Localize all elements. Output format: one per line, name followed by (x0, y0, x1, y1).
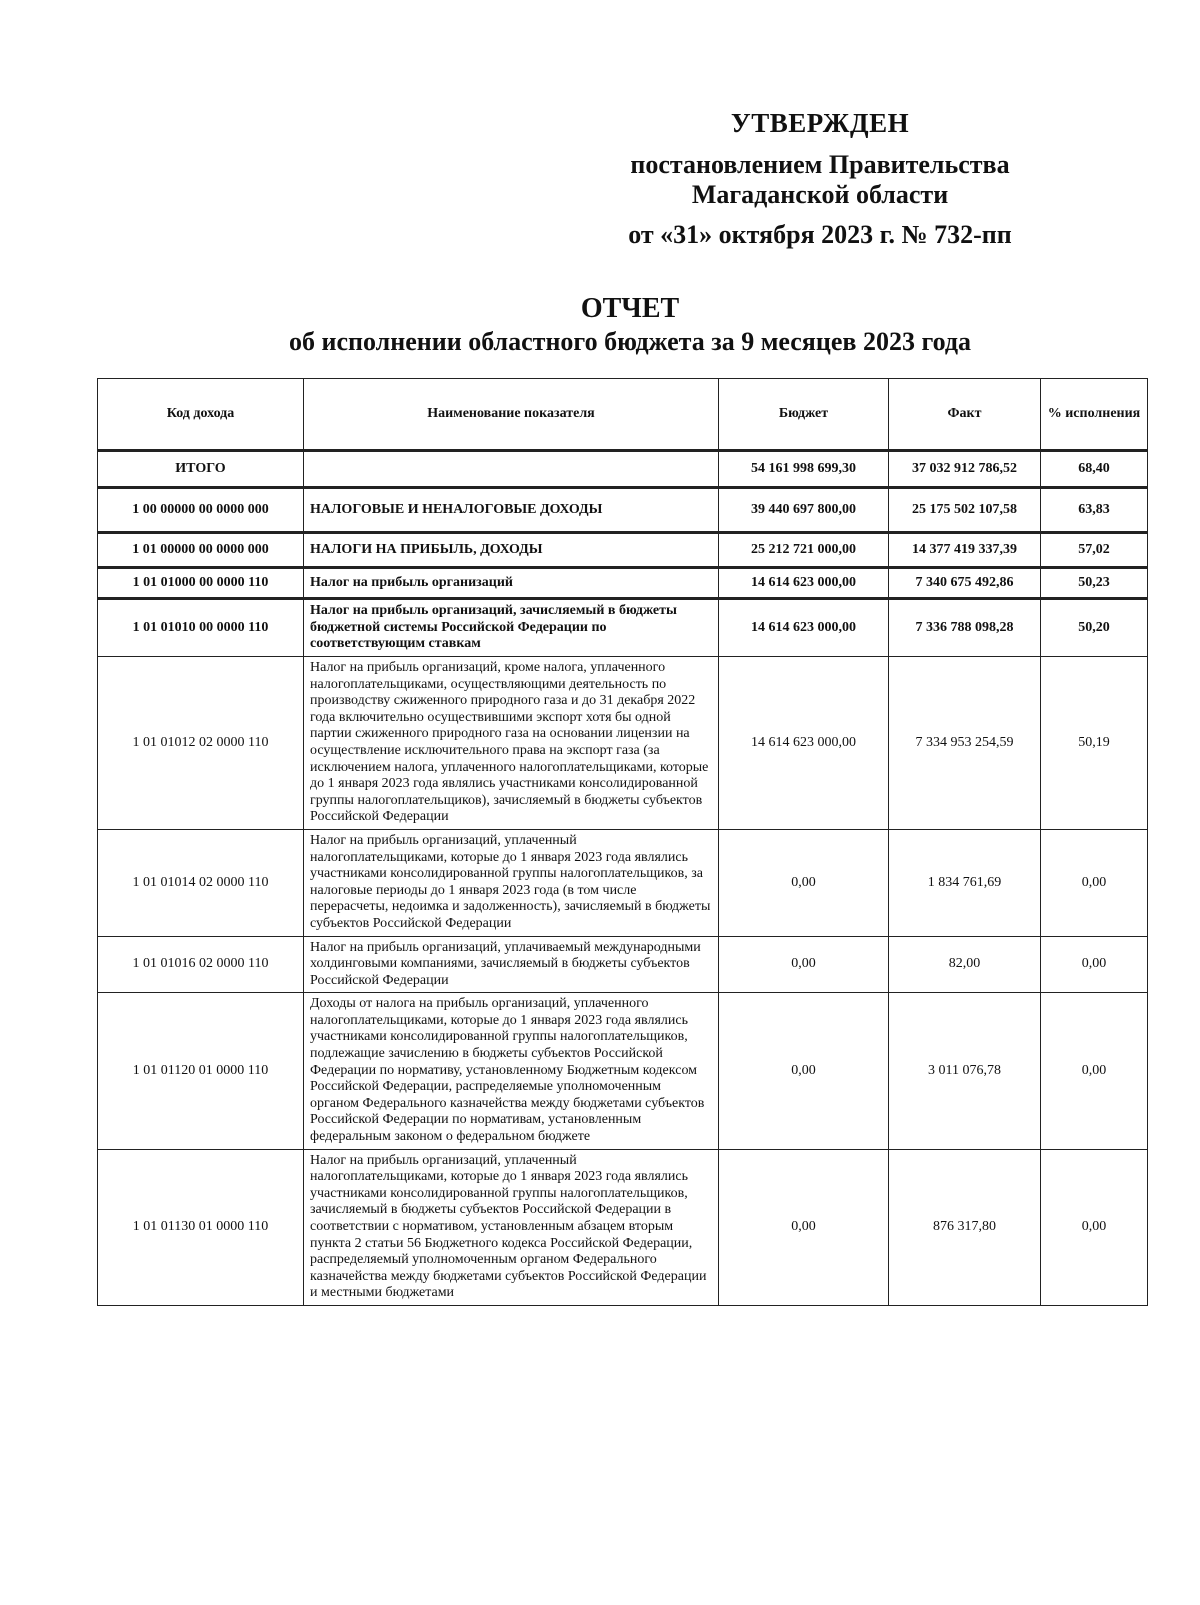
table-row (98, 599, 1148, 657)
approval-date: от «31» октября 2023 г. № 732-пп (628, 220, 1012, 249)
cell-budget: 0,00 (719, 993, 889, 1149)
table-row (98, 936, 1148, 993)
cell-code: 1 01 01012 02 0000 110 (98, 657, 304, 830)
header-name: Наименование показателя (304, 379, 719, 451)
cell-name: Доходы от налога на прибыль организаций, уплаченного налогоплательщиками, которые до 1 января 2023 года являлись участниками консолидированной группы налогоплательщиков, подлежащие зачислению в бюджеты субъектов Российской Федерации по нормативу, установленному Бюджетным кодексом Российской Федерации, распределяемые уполномоченным органом Федерального казначейства между бюджетами субъектов Российской Федерации по нормативам, установленным федеральным законом о федеральном бюджете (304, 993, 719, 1149)
cell-budget: 0,00 (719, 1149, 889, 1305)
cell-fact: 82,00 (889, 936, 1041, 993)
cell-name: Налог на прибыль организаций, уплаченный налогоплательщиками, которые до 1 января 2023 года являлись участниками консолидированной группы налогоплательщиков, зачисляемый в бюджеты субъектов Российской Федерации в соответствии с нормативом, установленным абзацем вторым пункта 2 статьи 56 Бюджетного кодекса Российской Федерации, распределяемый уполномоченным органом Федерального казначейства между бюджетами субъектов Российской Федерации и местными бюджетами (304, 1149, 719, 1305)
cell-code: ИТОГО (98, 451, 304, 488)
table-row (98, 451, 1148, 488)
cell-percent: 0,00 (1041, 1149, 1148, 1305)
table-header-row (98, 379, 1148, 451)
cell-fact: 7 340 675 492,86 (889, 568, 1041, 599)
cell-name: Налог на прибыль организаций, кроме налога, уплаченного налогоплательщиками, осуществляющими деятельность по производству сжиженного природного газа и до 31 декабря 2022 года включительно осуществившими экспорт хотя бы одной партии сжиженного природного газа на основании лицензии на осуществление исключительного права на экспорт газа (за исключением налога, уплаченного налогоплательщиками, которые до 1 января 2023 года являлись участниками консолидированной группы налогоплательщиков), зачисляемый в бюджеты субъектов Российской Федерации (304, 657, 719, 830)
cell-fact: 7 336 788 098,28 (889, 599, 1041, 657)
cell-name: Налог на прибыль организаций, уплачиваемый международными холдинговыми компаниями, зачисляемый в бюджеты субъектов Российской Федерации (304, 936, 719, 993)
cell-budget: 14 614 623 000,00 (719, 568, 889, 599)
cell-name: НАЛОГИ НА ПРИБЫЛЬ, ДОХОДЫ (304, 533, 719, 568)
cell-budget: 0,00 (719, 829, 889, 936)
cell-percent: 0,00 (1041, 829, 1148, 936)
header-code: Код дохода (98, 379, 304, 451)
header-budget: Бюджет (719, 379, 889, 451)
cell-fact: 3 011 076,78 (889, 993, 1041, 1149)
table-row (98, 1149, 1148, 1305)
approval-line-2: Магаданской области (691, 180, 949, 209)
cell-name: Налог на прибыль организаций, зачисляемый в бюджеты бюджетной системы Российской Федерации по соответствующим ставкам (304, 599, 719, 657)
cell-percent: 50,19 (1041, 657, 1148, 830)
report-title: ОТЧЕТ (580, 293, 680, 324)
table-row (98, 993, 1148, 1149)
cell-budget: 54 161 998 699,30 (719, 451, 889, 488)
cell-budget: 0,00 (719, 936, 889, 993)
cell-name: НАЛОГОВЫЕ И НЕНАЛОГОВЫЕ ДОХОДЫ (304, 488, 719, 533)
cell-fact: 1 834 761,69 (889, 829, 1041, 936)
budget-table (97, 378, 1148, 1306)
cell-code: 1 01 01120 01 0000 110 (98, 993, 304, 1149)
table-row (98, 657, 1148, 830)
table-row (98, 568, 1148, 599)
cell-name: Налог на прибыль организаций, уплаченный налогоплательщиками, которые до 1 января 2023 года являлись участниками консолидированной группы налогоплательщиков, за налоговые периоды до 1 января 2023 года (в том числе перерасчеты, недоимка и задолженность), зачисляемый в бюджеты субъектов Российской Федерации (304, 829, 719, 936)
cell-code: 1 01 01000 00 0000 110 (98, 568, 304, 599)
approval-title: УТВЕРЖДЕН (730, 108, 910, 138)
table-row (98, 488, 1148, 533)
cell-budget: 39 440 697 800,00 (719, 488, 889, 533)
cell-percent: 50,20 (1041, 599, 1148, 657)
cell-code: 1 01 01014 02 0000 110 (98, 829, 304, 936)
cell-percent: 50,23 (1041, 568, 1148, 599)
cell-percent: 68,40 (1041, 451, 1148, 488)
cell-percent: 63,83 (1041, 488, 1148, 533)
cell-code: 1 01 01016 02 0000 110 (98, 936, 304, 993)
cell-budget: 14 614 623 000,00 (719, 599, 889, 657)
approval-line-1: постановлением Правительства (630, 150, 1010, 179)
cell-name: Налог на прибыль организаций (304, 568, 719, 599)
cell-fact: 7 334 953 254,59 (889, 657, 1041, 830)
cell-percent: 0,00 (1041, 993, 1148, 1149)
cell-name (304, 451, 719, 488)
cell-code: 1 01 01010 00 0000 110 (98, 599, 304, 657)
table-row (98, 533, 1148, 568)
cell-fact: 37 032 912 786,52 (889, 451, 1041, 488)
header-percent: % исполнения (1041, 379, 1148, 451)
cell-code: 1 01 01130 01 0000 110 (98, 1149, 304, 1305)
cell-code: 1 00 00000 00 0000 000 (98, 488, 304, 533)
cell-budget: 14 614 623 000,00 (719, 657, 889, 830)
cell-fact: 14 377 419 337,39 (889, 533, 1041, 568)
cell-budget: 25 212 721 000,00 (719, 533, 889, 568)
cell-code: 1 01 00000 00 0000 000 (98, 533, 304, 568)
cell-fact: 876 317,80 (889, 1149, 1041, 1305)
approval-stamp (600, 108, 1040, 250)
cell-percent: 57,02 (1041, 533, 1148, 568)
cell-fact: 25 175 502 107,58 (889, 488, 1041, 533)
table-row (98, 829, 1148, 936)
report-title-block (0, 292, 1200, 358)
header-fact: Факт (889, 379, 1041, 451)
cell-percent: 0,00 (1041, 936, 1148, 993)
report-subtitle: об исполнении областного бюджета за 9 месяцев 2023 года (288, 327, 972, 356)
